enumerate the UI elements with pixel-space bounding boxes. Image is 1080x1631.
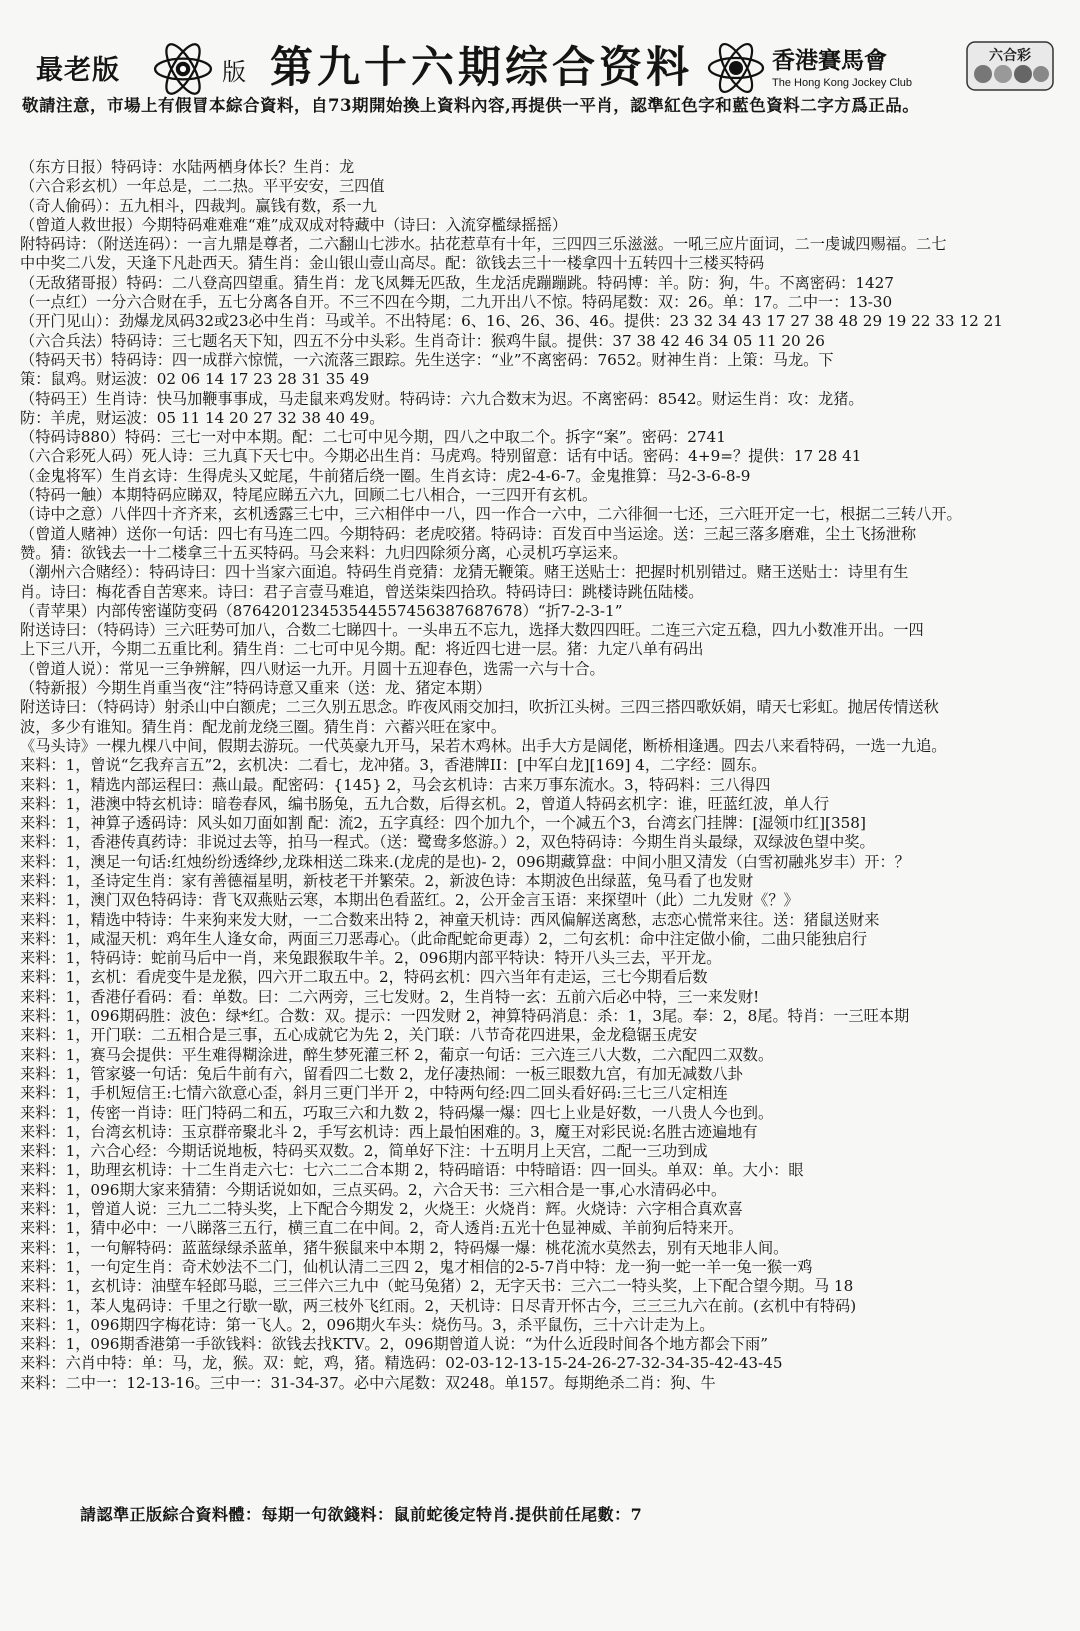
text-line: 来料：1，特码诗：蛇前马后中一肖，来兔跟猴取牛羊。2，096期内部平特诀：特开八头三去，平开龙。 xyxy=(20,949,722,968)
text-line: （特新报）今期生肖重当夜“注”特码诗意又重来（送：龙、猪定本期） xyxy=(20,679,492,698)
notice-banner: 敬請注意，市場上有假冒本綜合資料，自73期開始換上資料內容,再提供一平肖，認準紅色字和藍色資料二字方爲正品。 xyxy=(22,96,920,115)
text-line: （六合彩玄机）一年总是，二二热。平平安安，三四值 xyxy=(20,177,385,196)
text-line: （一点红）一分六合财在手，五七分离各自开。不三不四在今期，二九开出八不惊。特码尾数：双：26。单：17。二中一：13-30 xyxy=(20,293,893,312)
text-line: 来料：1，开门联：二五相合是三事，五心成就它为先 2，关门联：八节奇花四进果，金龙稳锯玉虎安 xyxy=(20,1026,698,1045)
text-line: 上下三八开，今期二五重比利。猜生肖：二七可中见今期。配：将近四七进一层。猪：九定八单有码出 xyxy=(20,640,704,659)
text-line: 来料：1，香港仔看码：看：单数。曰：二六两旁，三七发财。2，生肖特一玄：五前六后必中特，三一来发财! xyxy=(20,987,760,1006)
text-line: 来料：1，096期四字梅花诗：第一飞人。2，096期火车头：烧伤马。3，杀平鼠伤，三十六计走为上。 xyxy=(20,1315,715,1334)
tips-content xyxy=(20,158,1060,1393)
text-line: （青苹果）内部传密谨防变码（87642012345354455745638768767​8）“折7-2-3-1” xyxy=(20,601,623,620)
text-line: 来料：1，096期香港第一手欲钱料：欲钱去找KTV。2，096期曾道人说：“为什么近段时间各个地方都会下雨” xyxy=(20,1335,768,1354)
text-line: 赞。猜：欲钱去一十二楼拿三十五买特码。马会来料：九归四除须分离，心灵机巧享运来。 xyxy=(20,543,628,562)
text-line: 来料：1，助理玄机诗：十二生肖走六七：七六二二合本期 2，特码暗语：中特暗语：四一回头。单双：单。大小：眼 xyxy=(20,1161,804,1180)
text-line: 来料：二中一：12-13-16。三中一：31-34-37。必中六尾数：双248。单157。每期绝杀二肖：狗、牛 xyxy=(20,1373,716,1392)
text-line: 来料：1，赛马会提供：平生难得糊涂进，醉生梦死灌三杯 2，葡京一句话：三六连三八大数，二六配四二双数。 xyxy=(20,1045,774,1064)
text-line: 来料：1，一句定生肖：奇术妙法不二门，仙机认清二三四 2，鬼才相信的2-5-7肖中特：龙一狗一蛇一羊一兔一猴一鸡 xyxy=(20,1257,813,1276)
text-line: 肖。诗曰：梅花香自苦寒来。诗曰：君子言壹马难追，曾送柒柒四拾玖。特码诗曰：跳楼诗跳伍陆楼。 xyxy=(20,582,704,601)
text-line: 来料：1，曾说“乞我弃言五”2，玄机决：二看七，龙冲猪。3，香港牌II：[中军白龙][169] 4，二字经：圆东。 xyxy=(20,756,767,775)
jockey-club-logo xyxy=(772,42,912,89)
text-line: 来料：1，台湾玄机诗：玉京群帝聚北斗 2，手写玄机诗：西上最怕困难的。3，魔王对彩民说:名胜古迹遍地有 xyxy=(20,1122,758,1141)
text-line: （六合彩死人码）死人诗：三九真下天七中。今期必出生肖：马虎鸡。特别留意：话有中话。密码：4+9=？提供：17 28 41 xyxy=(20,447,862,466)
mark-six-logo-text: 六合彩 xyxy=(989,48,1031,64)
text-line: （奇人偷码）：五九相斗，四裁判。赢钱有数，系一九 xyxy=(20,196,377,215)
text-line: 附送诗曰：（特码诗）三六旺势可加八，合数二七睇四十。一头串五不忘九，选择大数四四旺。二连三六定五稳，四九小数准开出。一四 xyxy=(20,621,924,640)
text-line: 来料：1，传密一肖诗：旺门特码二和五，巧取三六和九数 2，特码爆一爆：四七上业是好数，一八贵人今也到。 xyxy=(20,1103,774,1122)
text-line: 来料：1，手机短信王:七情六欲意心歪，斜月三更门半开 2，中特两句经:四二回头看好码:三七三八定相连 xyxy=(20,1084,728,1103)
mark-six-logo-icon xyxy=(965,40,1055,92)
text-line: 来料：1，港澳中特玄机诗：暗卷春风，编书肠兔，五九合数，后得玄机。2，曾道人特码玄机字：谁，旺蓝红波，单人行 xyxy=(20,794,830,813)
text-line: 来料：1，精选内部运程曰：燕山最。配密码：{145} 2，马会玄机诗：古来万事东流水。3，特码料：三八得四 xyxy=(20,775,771,794)
text-line: （曾道人赌神）送你一句话：四七有马连二四。今期特码：老虎咬猪。特码诗：百发百中当运途。送：三起三落多磨难，尘土飞扬泄称 xyxy=(20,524,917,543)
text-line: 来料：1，096期大家来猜猜：今期话说如如，三点买码。2，六合天书：三六相合是一事,心水清码必中。 xyxy=(20,1180,727,1199)
text-line: 来料：1，曾道人说：三九二二特头奖，上下配合今期发 2，火烧王：火烧肖：辉。火烧诗：六字相合真欢喜 xyxy=(20,1200,743,1219)
text-line: （特码王）生肖诗：快马加鞭事事成，马走鼠来鸡发财。特码诗：六九合数末为迟。不离密码：8542。财运生肖：攻：龙猪。 xyxy=(20,389,864,408)
text-line: 防：羊虎，财运波：05 11 14 20 27 32 38 40 49。 xyxy=(20,408,385,427)
text-line: 附特码诗：（附送连码）：一言九鼎是尊者，二六翻山七涉水。拈花惹草有十年，三四四三乐滋滋。一吼三应片面词，二一虔诚四赐福。二七 xyxy=(20,235,947,254)
text-line: （六合兵法）特码诗：三七题名天下知，四五不分中头彩。生肖奇计：猴鸡牛鼠。提供：37 38 42 46 34 05 11 20 26 xyxy=(20,331,825,350)
jockey-club-name: 香港賽馬會 xyxy=(772,48,887,74)
edition-suffix: 版 xyxy=(222,58,246,86)
text-line: （诗中之意）八伴四十齐齐来，玄机透露三七中，三六相伴中一八，四一作合一六中，二六徘徊一七还，三六旺开定一七，根据二三转八开。 xyxy=(20,505,962,524)
text-line: （开门见山）：劲爆龙凤码32或23必中生肖：马或羊。不出特尾：6、16、26、36、46。提供：23 32 34 43 17 27 38 48 29 19 22 33 12 21 xyxy=(20,312,1003,331)
text-line: 来料：1，猜中必中：一八睇落三五行，横三直二在中间。2，奇人透肖:五光十色显神威、羊前狗后特来开。 xyxy=(20,1219,744,1238)
text-line: 来料：1，管家婆一句话：兔后牛前有六，留看四二七数 2，龙仔凄热闹：一板三眼数九宫，有加无减数八卦 xyxy=(20,1064,743,1083)
text-line: 来料：1，澳足一句话:红烛纷纷透绛纱,龙珠相送二珠来.(龙虎的是也)- 2，096期藏算盘：中间小胆又清发（白雪初融兆岁丰）开：？ xyxy=(20,852,910,871)
text-line: 中中奖二八发，天逢下凡赴西天。猜生肖：金山银山壹山高尽。配：欲钱去三十一楼拿四十五转四十三楼买特码 xyxy=(20,254,765,273)
page-title: 第九十六期综合资料 xyxy=(270,43,693,93)
text-line: 来料：六肖中特：单：马，龙，猴。双：蛇，鸡，猪。精选码：02-03-12-13-15-24-26-27-32-34-35-42-43-45 xyxy=(20,1354,783,1373)
text-line: 来料：1，玄机诗：油壁车轻郎马聪，三三伴六三九中（蛇马兔猪）2，无字天书：三六二一特头奖，上下配合望今期。马 18 xyxy=(20,1277,854,1296)
text-line: 《马头诗》一棵九棵八中间，假期去游玩。一代英豪九开马，呆若木鸡林。出手大方是阔佬，断桥相逢遇。四去八来看特码，一选一九追。 xyxy=(20,736,947,755)
text-line: 来料：1，圣诗定生肖：家有善德福星明，新枝老干并繁荣。2，新波色诗：本期波色出绿蓝，兔马看了也发财 xyxy=(20,871,754,890)
text-line: （特码诗880）特码：三七一对中本期。配：二七可中见今期，四八之中取二个。拆字“案”。密码：2741 xyxy=(20,428,726,447)
text-line: 来料：1，玄机：看虎变牛是龙猴，四六开二取五中。2，特码玄机：四六当年有走运，三七今期看后数 xyxy=(20,968,708,987)
text-line: 来料：1，精选中特诗：牛来狗来发大财，一二合数来出特 2，神童天机诗：西风偏解送离愁，志恋心慌常来往。送：猪鼠送财来 xyxy=(20,910,880,929)
text-line: 来料：1，香港传真药诗：非说过去等，拍马一程式。（送：鹭鸯多悠游。）2，双色特码诗：今期生肖头最绿，双绿波色望中奖。 xyxy=(20,833,875,852)
text-line: （潮州六合赌经）：特码诗曰：四十当家六面追。特码生肖竞猜：龙猜无鞭策。赌王送贴士：把握时机别错过。赌王送贴士：诗里有生 xyxy=(20,563,909,582)
text-line: 波，多少有谁知。猜生肖：配龙前龙绕三圈。猜生肖：六蓄兴旺在家中。 xyxy=(20,717,506,736)
text-line: （曾道人说）：常见一三争辨解，四八财运一九开。月圆十五迎春色，选需一六与十合。 xyxy=(20,659,605,678)
text-line: （东方日报）特码诗：水陆两栖身体长？生肖：龙 xyxy=(20,158,355,176)
text-line: （曾道人救世报）今期特码难难难“难”成双成对特藏中（诗曰：入流穿檻绿摇摇） xyxy=(20,215,568,234)
text-line: （特码天书）特码诗：四一成群六惊慌，一六流落三跟踪。先生送字：“业”不离密码：7652。财神生肖：上策：马龙。下 xyxy=(20,350,834,369)
text-line: 来料：1，六合心经：今期话说地板，特码买双数。2，简单好下注：十五明月上天宫，二配一三功到成 xyxy=(20,1142,708,1161)
text-line: 策：鼠鸡。财运波：02 06 14 17 23 28 31 35 49 xyxy=(20,370,370,389)
atom-logo-icon xyxy=(152,38,214,100)
text-line: （金鬼将军）生肖玄诗：生得虎头又蛇尾，牛前猪后绕一圈。生肖玄诗：虎2-4-6-7。金鬼推算：马2-3-6-8-9 xyxy=(20,466,751,485)
text-line: 来料：1，神算子透码诗：风头如刀面如割 配：流2，五字真经：四个加九个，一个减五个3，台湾玄门挂牌：[湿领巾红][358] xyxy=(20,814,866,833)
text-line: 附送诗曰：（特码诗）射杀山中白额虎；二三久别五思念。昨夜风雨交加扫，吹折江头树。三四三搭四歌妖娟，晴天七彩虹。抛居传情送秋 xyxy=(20,698,939,717)
text-line: 来料：1，咸湿天机：鸡年生人逢女命，两面三刀恶毒心。（此命配蛇命更毒）2，二句玄机：命中注定做小偷，二曲只能独启行 xyxy=(20,929,868,948)
text-line: 来料：1，096期码胜：波色：绿*红。合数：双。提示：一四发财 2，神算特码消息：杀：1，3尾。奉：2，8尾。特肖：一三旺本期 xyxy=(20,1007,910,1026)
jockey-club-english-name: The Hong Kong Jockey Club xyxy=(772,77,913,89)
text-line: 来料：1，一句解特码：蓝蓝绿绿杀蓝单，猪牛猴鼠来中本期 2，特码爆一爆：桃花流水莫然去，别有天地非人间。 xyxy=(20,1238,789,1257)
text-line: （特码一触）本期特码应睇双，特尾应睇五六九，回顾二七八相合，一三四开有玄机。 xyxy=(20,486,598,505)
footer-note: 請認準正版綜合資料體：每期一句欲錢料：鼠前蛇後定特肖.提供前任尾數：7 xyxy=(80,1505,643,1524)
text-line: （无敌猪哥报）特码：二八登高四望重。猜生肖：龙飞凤舞无匹敌，生龙活虎蹦蹦跳。特码博：羊。防：狗，牛。不离密码：1427 xyxy=(20,273,894,292)
atom-logo-icon xyxy=(706,38,766,98)
text-line: 来料：1，澳门双色特码诗：背飞双燕贴云寒，本期出色看蓝红。2，公开金言玉语：来探望叶（此）二九发财《？》 xyxy=(20,891,799,910)
text-line: 来料：1，苯人鬼码诗：千里之行歇一歇，两三枝外飞红雨。2，天机诗：日尽青开怀古今，三三三九六在前。(玄机中有特码) xyxy=(20,1296,857,1315)
edition-label: 最老版 xyxy=(36,55,120,86)
